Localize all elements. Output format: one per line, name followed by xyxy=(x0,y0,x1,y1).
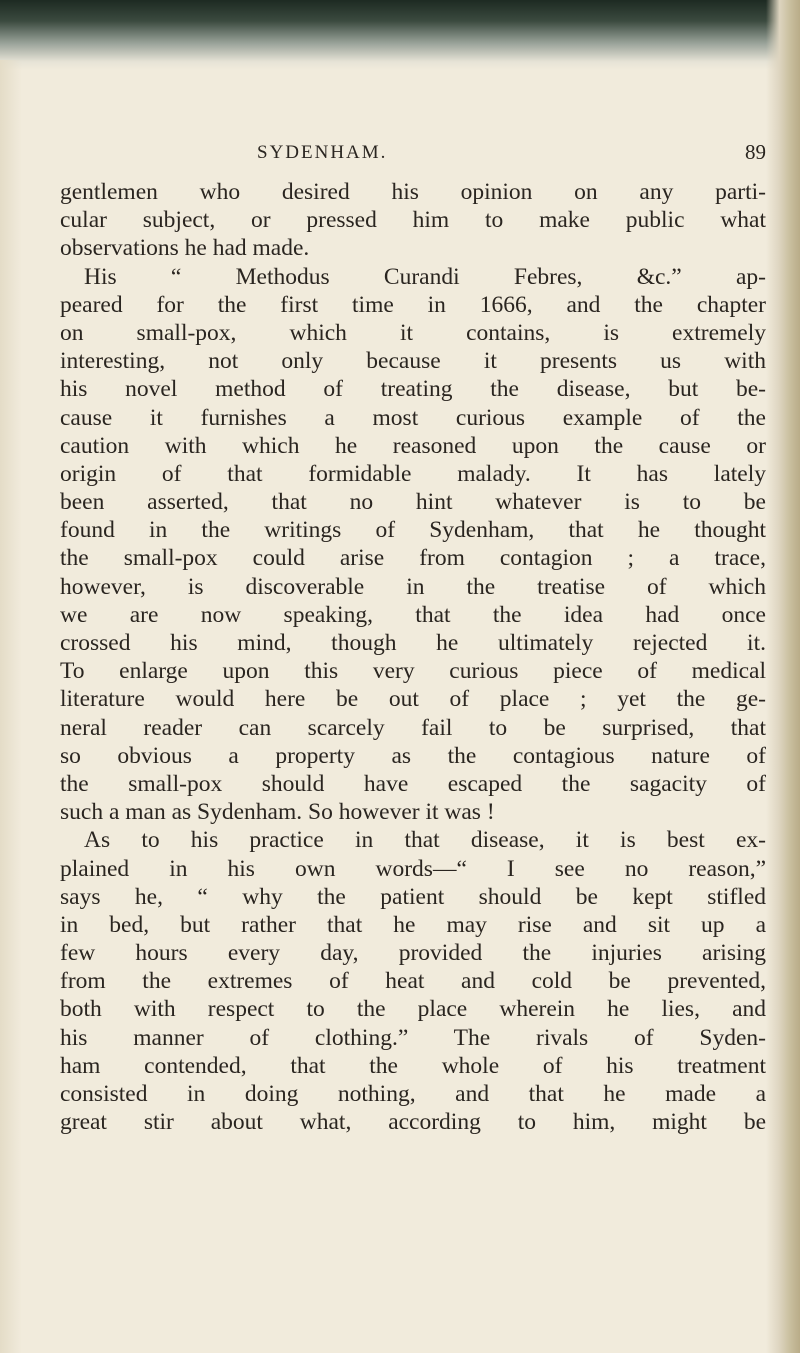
text-line: we are now speaking, that the idea had once xyxy=(60,601,766,628)
text-line: crossed his mind, though he ultimately rejected it. xyxy=(60,630,766,656)
text-line: To enlarge upon this very curious piece of medical xyxy=(60,658,766,685)
text-line: cular subject, or pressed him to make public what xyxy=(60,207,766,234)
text-line: from the extremes of heat and cold be prevented, xyxy=(60,968,766,995)
text-line: As to his practice in that disease, it is best ex- xyxy=(84,827,766,854)
text-line: plained in his own words—“ I see no reason,” xyxy=(60,855,766,882)
text-line: in bed, but rather that he may rise and sit up a xyxy=(60,911,766,938)
text-line: both with respect to the place wherein he lies, and xyxy=(60,996,766,1023)
text-line: however, is discoverable in the treatise of which xyxy=(60,573,766,600)
running-header xyxy=(60,140,766,170)
text-line: interesting, not only because it presents us with xyxy=(60,348,766,375)
text-line: found in the writings of Sydenham, that he thought xyxy=(60,517,766,544)
text-line: ham contended, that the whole of his treatment xyxy=(60,1052,766,1079)
text-line: literature would here be out of place ; yet the ge- xyxy=(60,686,766,713)
text-line: few hours every day, provided the injuries arising xyxy=(60,940,766,967)
page-top-shadow xyxy=(0,0,800,70)
text-line: been asserted, that no hint whatever is to be xyxy=(60,489,766,516)
text-line: origin of that formidable malady. It has lately xyxy=(60,460,766,487)
text-line: his novel method of treating the disease, but be- xyxy=(60,376,766,403)
running-header-title: SYDENHAM. xyxy=(257,142,388,163)
text-line: cause it furnishes a most curious example of the xyxy=(60,404,766,431)
text-line: peared for the first time in 1666, and the chapter xyxy=(60,291,766,318)
text-line: His “ Methodus Curandi Febres, &c.” ap- xyxy=(84,263,766,290)
text-line: his manner of clothing.” The rivals of Syden- xyxy=(60,1024,766,1051)
page-number: 89 xyxy=(745,140,766,164)
text-line: the small-pox could arise from contagion ; a trace, xyxy=(60,545,766,572)
text-line: gentlemen who desired his opinion on any parti- xyxy=(60,179,766,205)
body-text xyxy=(60,178,766,1136)
text-line: observations he had made. xyxy=(60,235,310,262)
text-line: on small-pox, which it contains, is extremely xyxy=(60,319,766,346)
text-line: neral reader can scarcely fail to be surprised, that xyxy=(60,714,766,741)
text-line: the small-pox should have escaped the sagacity of xyxy=(60,770,766,797)
text-line: great stir about what, according to him, might be xyxy=(60,1109,766,1136)
text-line: such a man as Sydenham. So however it was ! xyxy=(60,799,495,826)
text-line: so obvious a property as the contagious nature of xyxy=(60,742,766,769)
text-line: says he, “ why the patient should be kept stifled xyxy=(60,883,766,910)
text-line: caution with which he reasoned upon the cause or xyxy=(60,432,766,459)
page-right-edge xyxy=(766,0,800,1353)
text-line: consisted in doing nothing, and that he made a xyxy=(60,1081,766,1107)
page-left-edge xyxy=(0,60,22,1353)
